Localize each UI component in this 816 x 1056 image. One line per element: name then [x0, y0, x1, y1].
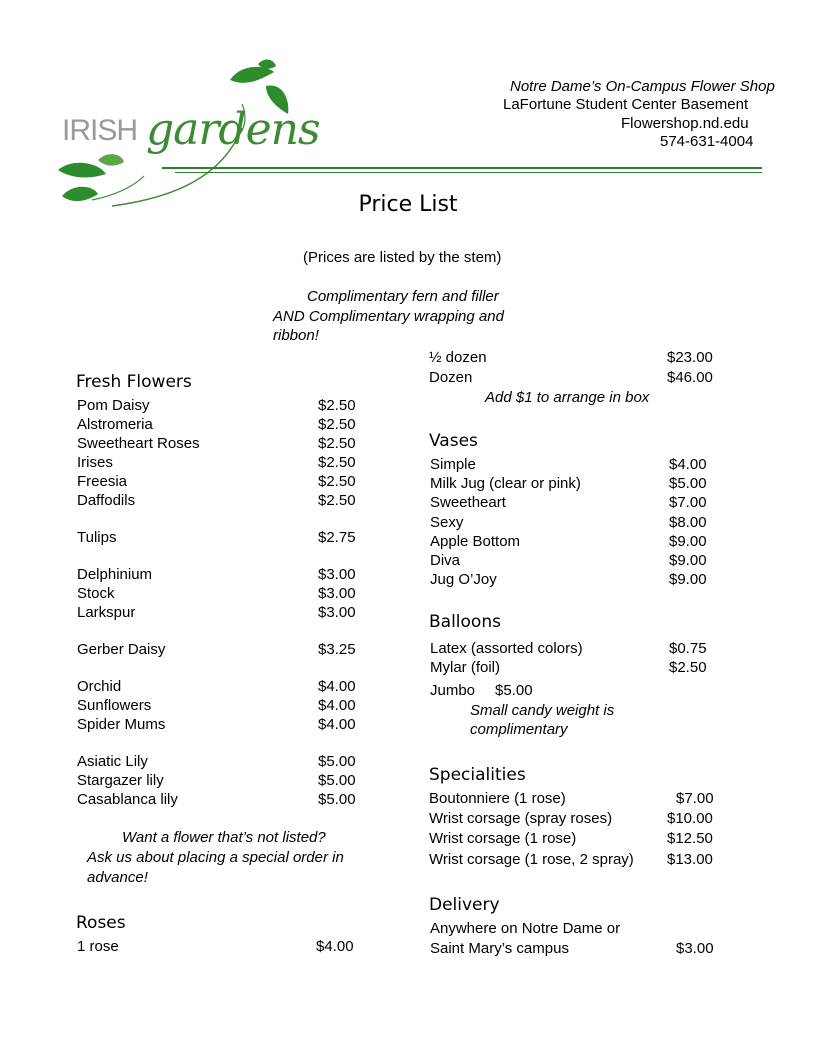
- header-rule-thin: [175, 172, 762, 173]
- roses-heading: Roses: [76, 913, 126, 933]
- candy-note-line1: Small candy weight is: [470, 702, 615, 719]
- fresh-flowers-heading: Fresh Flowers: [76, 372, 192, 392]
- special-order-line2: Ask us about placing a special order in: [87, 849, 344, 866]
- delivery-heading: Delivery: [429, 895, 500, 915]
- logo-gardens-text: gardens: [146, 104, 320, 155]
- header-rule: [162, 167, 762, 169]
- special-order-line1: Want a flower that’s not listed?: [122, 829, 326, 846]
- delivery-line1: Anywhere on Notre Dame or: [430, 920, 621, 937]
- subtitle: (Prices are listed by the stem): [303, 249, 502, 266]
- shop-phone: 574-631-4004: [660, 133, 754, 150]
- complimentary-line1: Complimentary fern and filler: [307, 288, 499, 305]
- special-order-line3: advance!: [87, 869, 148, 886]
- arrange-box-note: Add $1 to arrange in box: [485, 389, 650, 406]
- page-title: Price List: [358, 192, 458, 217]
- shop-name: Notre Dame’s On-Campus Flower Shop: [510, 78, 775, 95]
- logo-irish-text: IRISH: [62, 114, 138, 147]
- balloons-heading: Balloons: [429, 612, 501, 632]
- specialities-heading: Specialities: [429, 765, 526, 785]
- candy-note-line2: complimentary: [470, 721, 568, 738]
- vases-heading: Vases: [429, 431, 478, 451]
- complimentary-line2: AND Complimentary wrapping and: [273, 308, 504, 325]
- shop-address: LaFortune Student Center Basement: [503, 96, 749, 113]
- shop-website: Flowershop.nd.edu: [621, 115, 749, 132]
- complimentary-line3: ribbon!: [273, 327, 319, 344]
